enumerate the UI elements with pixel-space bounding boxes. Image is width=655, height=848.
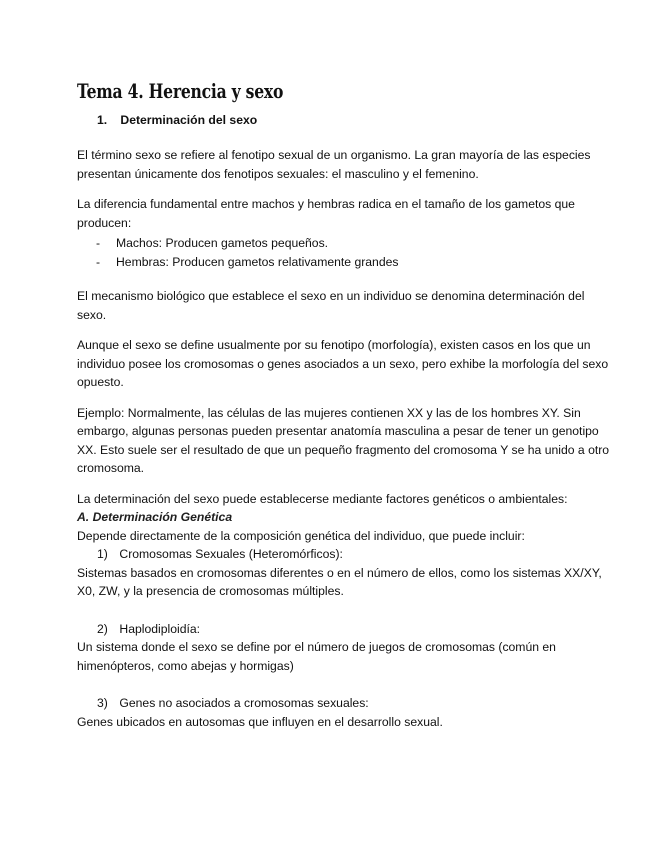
- paragraph-gamete-difference: La diferencia fundamental entre machos y hembras radica en el tamaño de los gametos que producen:: [77, 197, 575, 230]
- dash-bullet: -: [96, 236, 101, 250]
- item-description: Un sistema donde el sexo se define por el número de juegos de cromosomas (común en himenópteros, como abejas y hormigas): [77, 640, 556, 673]
- gamete-list: [77, 234, 615, 271]
- paragraph-phenotype-exceptions: Aunque el sexo se define usualmente por su fenotipo (morfología), existen casos en los que un individuo posee los cromosomas o genes asociados a un sexo, pero exhibe la morfología del sexo opuesto.: [77, 338, 609, 389]
- numbered-item-heading: [97, 620, 615, 639]
- list-item: [77, 234, 615, 253]
- item-number: 2): [97, 621, 108, 636]
- paragraph-sex-determination: El mecanismo biológico que establece el sexo en un individuo se denomina determinación del sexo.: [77, 289, 585, 322]
- subsection-heading: A. Determinación Genética: [77, 510, 233, 524]
- item-description: Genes ubicados en autosomas que influyen en el desarrollo sexual.: [77, 714, 443, 729]
- item-number: 1): [97, 547, 108, 561]
- section-heading: [97, 112, 615, 128]
- item-label: Haplodiploidía:: [119, 621, 201, 636]
- item-number: 3): [97, 696, 108, 710]
- list-item-text: Machos: Producen gametos pequeños.: [116, 236, 329, 250]
- subsection-intro: Depende directamente de la composición genética del individuo, que puede incluir:: [77, 528, 525, 543]
- section-number: 1.: [97, 113, 108, 127]
- list-item: [77, 253, 615, 272]
- paragraph-sex-definition: El término sexo se refiere al fenotipo sexual de un organismo. La gran mayoría de las especies presentan únicamente dos fenotipos sexuales: el masculino y el femenino.: [77, 148, 591, 181]
- item-label: Cromosomas Sexuales (Heteromórficos):: [119, 547, 343, 561]
- numbered-item-heading: [97, 545, 615, 564]
- item-description: Sistemas basados en cromosomas diferentes o en el número de ellos, como los sistemas XX/XY, X0, ZW, y la presencia de cromosomas múltiples.: [77, 565, 602, 598]
- section-label: Determinación del sexo: [120, 113, 258, 127]
- paragraph-example: Ejemplo: Normalmente, las células de las mujeres contienen XX y las de los hombres XY. Sin embargo, algunas personas pueden presentar anatomía masculina a pesar de tener un genotipo XX. Esto suele ser el resultado de que un pequeño fragmento del cromosoma Y se ha unido a otro cromosoma.: [77, 405, 610, 475]
- dash-bullet: -: [96, 254, 101, 269]
- page-title: Tema 4. Herencia y sexo: [77, 79, 284, 103]
- paragraph-factors: La determinación del sexo puede establecerse mediante factores genéticos o ambientales:: [77, 491, 568, 506]
- list-item-text: Hembras: Producen gametos relativamente grandes: [116, 254, 399, 269]
- numbered-item-heading: [97, 694, 615, 713]
- item-label: Genes no asociados a cromosomas sexuales:: [119, 696, 369, 710]
